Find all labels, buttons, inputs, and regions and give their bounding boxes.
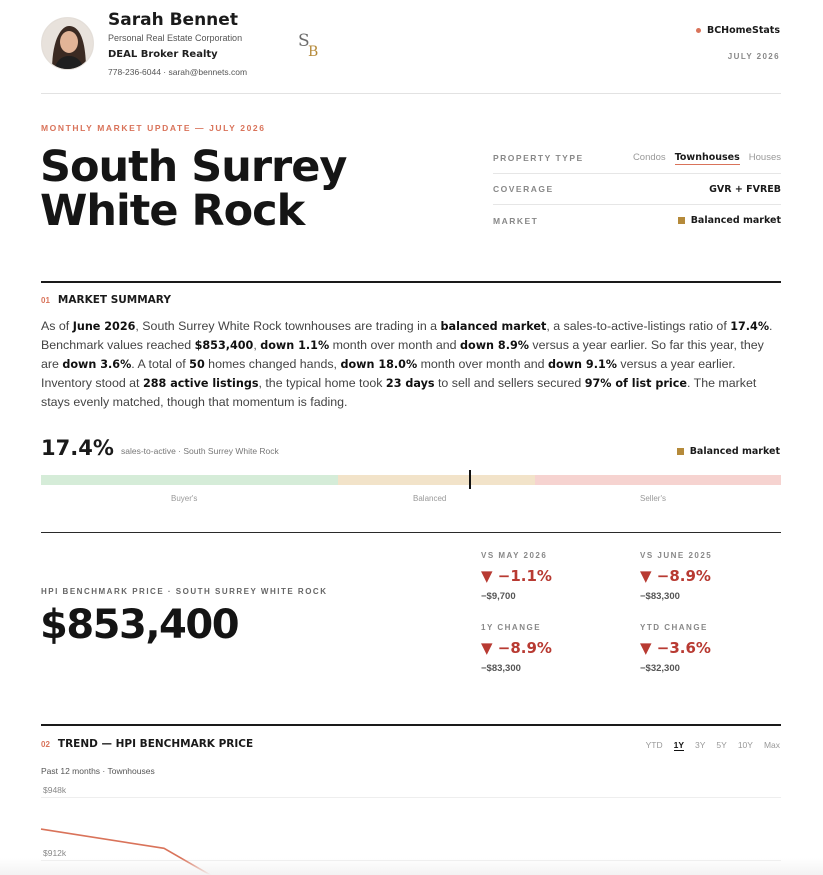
summary-text-segment: to sell and sellers secured	[434, 376, 585, 390]
summary-text-segment: versus a year earlier. So far this year, they are	[41, 338, 764, 371]
range-1y[interactable]: 1Y	[673, 740, 684, 750]
ratio-status: Balanced market	[689, 446, 780, 457]
report-eyebrow: MONTHLY MARKET UPDATE — JULY 2026	[41, 123, 266, 133]
coverage-label: COVERAGE	[493, 184, 554, 194]
summary-bold-segment: 288 active listings	[142, 377, 259, 390]
svg-text:S: S	[298, 31, 310, 51]
property-type-houses[interactable]: Houses	[748, 151, 781, 163]
property-type-townhouses[interactable]: Townhouses	[674, 151, 740, 163]
summary-bold-segment: 97% of list price	[584, 377, 687, 390]
hpi-label: HPI BENCHMARK PRICE · SOUTH SURREY WHITE ROCK	[41, 587, 328, 596]
summary-text-segment: . A total of	[131, 357, 190, 371]
summary-text-segment: versus a year earlier. Inventory stood at	[41, 357, 736, 390]
title-line-1: South Surrey	[40, 142, 347, 192]
summary-bold-segment: down 1.1%	[260, 339, 330, 352]
property-type-condos[interactable]: Condos	[632, 151, 666, 163]
stat-label: VS MAY 2026	[481, 551, 548, 560]
summary-text-segment: month over month and	[417, 357, 549, 371]
y-tick-label: $948k	[43, 785, 67, 795]
stat-absolute: −$83,300	[640, 591, 680, 602]
trend-number: 02	[41, 739, 50, 749]
summary-bold-segment: down 8.9%	[460, 339, 529, 352]
summary-bold-segment: down 3.6%	[62, 358, 132, 371]
summary-text-segment: . Benchmark values reached	[41, 319, 773, 352]
zone-label-sellers: Seller's	[640, 494, 666, 503]
y-tick-label: $912k	[43, 848, 67, 858]
summary-text-segment: , a sales-to-active-listings ratio of	[546, 319, 731, 333]
stat-label: VS JUNE 2025	[640, 551, 713, 560]
stat-percent: ▼ −3.6%	[640, 639, 711, 657]
summary-text-segment: . The market stays evenly matched, though that momentum is fading.	[41, 376, 757, 409]
market-label: MARKET	[493, 215, 539, 226]
summary-bold-segment: balanced market	[440, 320, 547, 333]
summary-bold-segment: down 9.1%	[548, 358, 617, 371]
ratio-value: 17.4%	[41, 436, 114, 460]
range-5y[interactable]: 5Y	[716, 740, 727, 750]
range-10y[interactable]: 10Y	[737, 740, 753, 750]
stat-label: YTD CHANGE	[640, 623, 708, 632]
agent-name: Sarah Bennet	[108, 10, 238, 30]
header-date: JULY 2026	[727, 52, 780, 61]
agent-corporation: Personal Real Estate Corporation	[108, 33, 243, 43]
coverage-value: GVR + FVREB	[709, 183, 781, 195]
zone-label-balanced: Balanced	[413, 494, 447, 503]
zone-label-buyers: Buyer's	[171, 494, 198, 503]
svg-text:B: B	[308, 44, 319, 60]
summary-text-segment: ,	[253, 338, 261, 352]
summary-text-segment: homes changed hands,	[204, 357, 341, 371]
hpi-value: $853,400	[40, 602, 239, 648]
trend-title: TREND — HPI BENCHMARK PRICE	[57, 738, 254, 750]
summary-bold-segment: June 2026	[72, 320, 136, 333]
page-bottom-fade	[0, 858, 823, 875]
range-3y[interactable]: 3Y	[695, 740, 706, 750]
summary-bold-segment: $853,400	[194, 339, 254, 352]
summary-bold-segment: 23 days	[385, 377, 435, 390]
summary-number: 01	[41, 295, 50, 305]
stat-percent: ▼ −8.9%	[640, 567, 711, 585]
summary-text-segment: , the typical home took	[258, 376, 386, 390]
stat-percent: ▼ −1.1%	[481, 567, 552, 585]
stat-label: 1Y CHANGE	[481, 623, 542, 632]
title-line-2: White Rock	[40, 186, 305, 236]
summary-title: MARKET SUMMARY	[57, 294, 171, 306]
summary-bold-segment: down 18.0%	[340, 358, 418, 371]
range-ytd[interactable]: YTD	[645, 740, 663, 750]
market-value: Balanced market	[690, 215, 781, 226]
agent-brokerage: DEAL Broker Realty	[108, 49, 218, 60]
property-type-label: PROPERTY TYPE	[493, 153, 584, 163]
summary-text-segment: month over month and	[329, 338, 461, 352]
stat-absolute: −$9,700	[481, 591, 516, 602]
summary-bold-segment: 50	[189, 358, 205, 371]
summary-text-segment: , South Surrey White Rock townhouses are trading in a	[135, 319, 441, 333]
summary-bold-segment: 17.4%	[730, 320, 770, 333]
summary-text-segment: As of	[41, 319, 73, 333]
stat-absolute: −$83,300	[481, 663, 521, 674]
range-max[interactable]: Max	[763, 740, 780, 750]
stat-percent: ▼ −8.9%	[481, 639, 552, 657]
agent-contact[interactable]: 778-236-6044 · sarah@bennets.com	[108, 67, 248, 77]
ratio-caption: sales-to-active · South Surrey White Rock	[121, 446, 279, 456]
trend-subtitle: Past 12 months · Townhouses	[41, 766, 155, 776]
stat-absolute: −$32,300	[640, 663, 680, 674]
brand-name: BCHomeStats	[706, 25, 780, 36]
